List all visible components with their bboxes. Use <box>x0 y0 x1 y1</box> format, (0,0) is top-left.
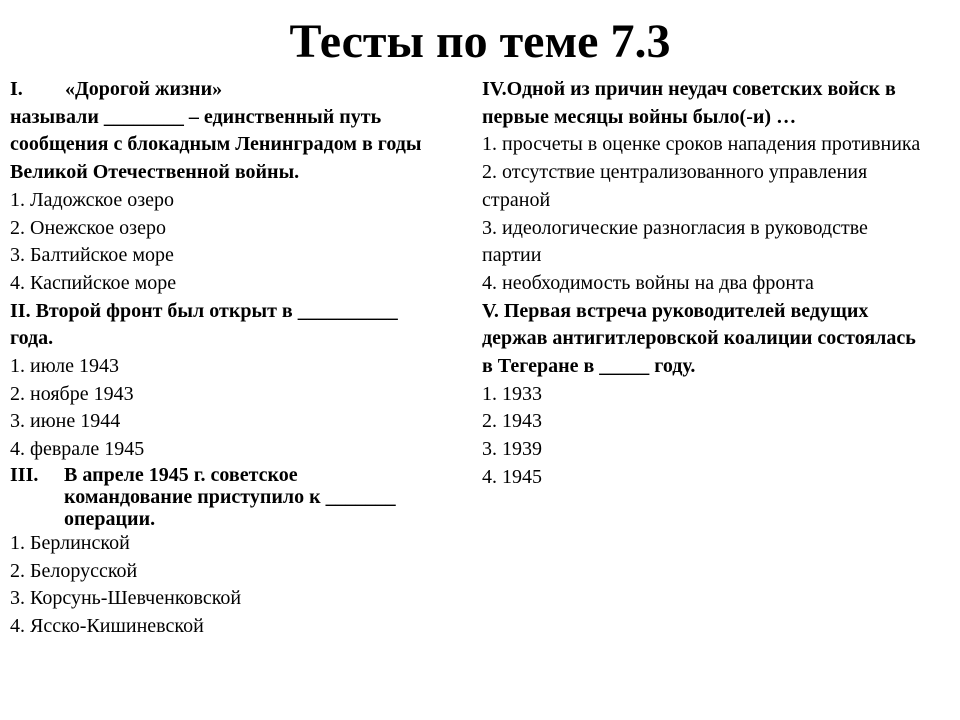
question-4-answer: 4. необходимость войны на два фронта <box>482 271 814 294</box>
question-5-answer: 3. 1939 <box>482 438 542 461</box>
question-2-answer: 4. феврале 1945 <box>10 438 145 461</box>
question-2-answer: 2. ноябре 1943 <box>10 382 134 405</box>
question-4-answer: 3. идеологические разногласия в руководстве партии <box>482 216 868 267</box>
question-1-answer: 1. Ладожское озеро <box>10 188 175 211</box>
slide-title: Тесты по теме 7.3 <box>289 15 671 68</box>
question-3-answer: 2. Белорусской <box>10 559 138 582</box>
right-column <box>482 76 922 492</box>
question-1-lead: «Дорогой жизни» <box>65 78 223 100</box>
question-5-answer: 2. 1943 <box>482 410 542 433</box>
question-3-answer: 4. Ясско-Кишиневской <box>10 614 204 637</box>
question-4-answer: 2. отсутствие централизованного управления страной <box>482 161 868 211</box>
question-5-text: V. Первая встреча руководителей ведущих держав антигитлеровской коалиции состоялась в Тегеране в _____ году. <box>482 299 916 378</box>
question-3 <box>10 464 422 530</box>
question-1-answer: 4. Каспийское море <box>10 271 177 294</box>
question-1-text: называли ________ – единственный путь сообщения с блокадным Ленинградом в годы Великой Отечественной войны. <box>10 105 422 184</box>
question-1-number: I. <box>10 78 23 100</box>
question-2-text: II. Второй фронт был открыт в __________ года. <box>10 299 398 350</box>
question-4-text: IV.Одной из причин неудач советских войск в первые месяцы войны было(-и) … <box>482 78 896 128</box>
question-1-answer: 3. Балтийское море <box>10 244 174 267</box>
left-column <box>10 76 422 641</box>
question-3-answer: 1. Берлинской <box>10 531 130 554</box>
question-5-answer: 1. 1933 <box>482 382 542 405</box>
question-3-text: В апреле 1945 г. советское командование приступило к _______ операции. <box>64 463 396 530</box>
question-2-answer: 1. июле 1943 <box>10 355 120 378</box>
question-4-answer: 1. просчеты в оценке сроков нападения противника <box>482 133 921 156</box>
question-3-number: III. <box>10 463 39 486</box>
question-1 <box>10 76 422 187</box>
question-1-head <box>10 76 422 104</box>
question-3-answer: 3. Корсунь-Шевченковской <box>10 587 242 610</box>
question-2-answer: 3. июне 1944 <box>10 410 121 433</box>
question-1-answer: 2. Онежское озеро <box>10 216 166 239</box>
question-5-answer: 4. 1945 <box>482 465 542 488</box>
